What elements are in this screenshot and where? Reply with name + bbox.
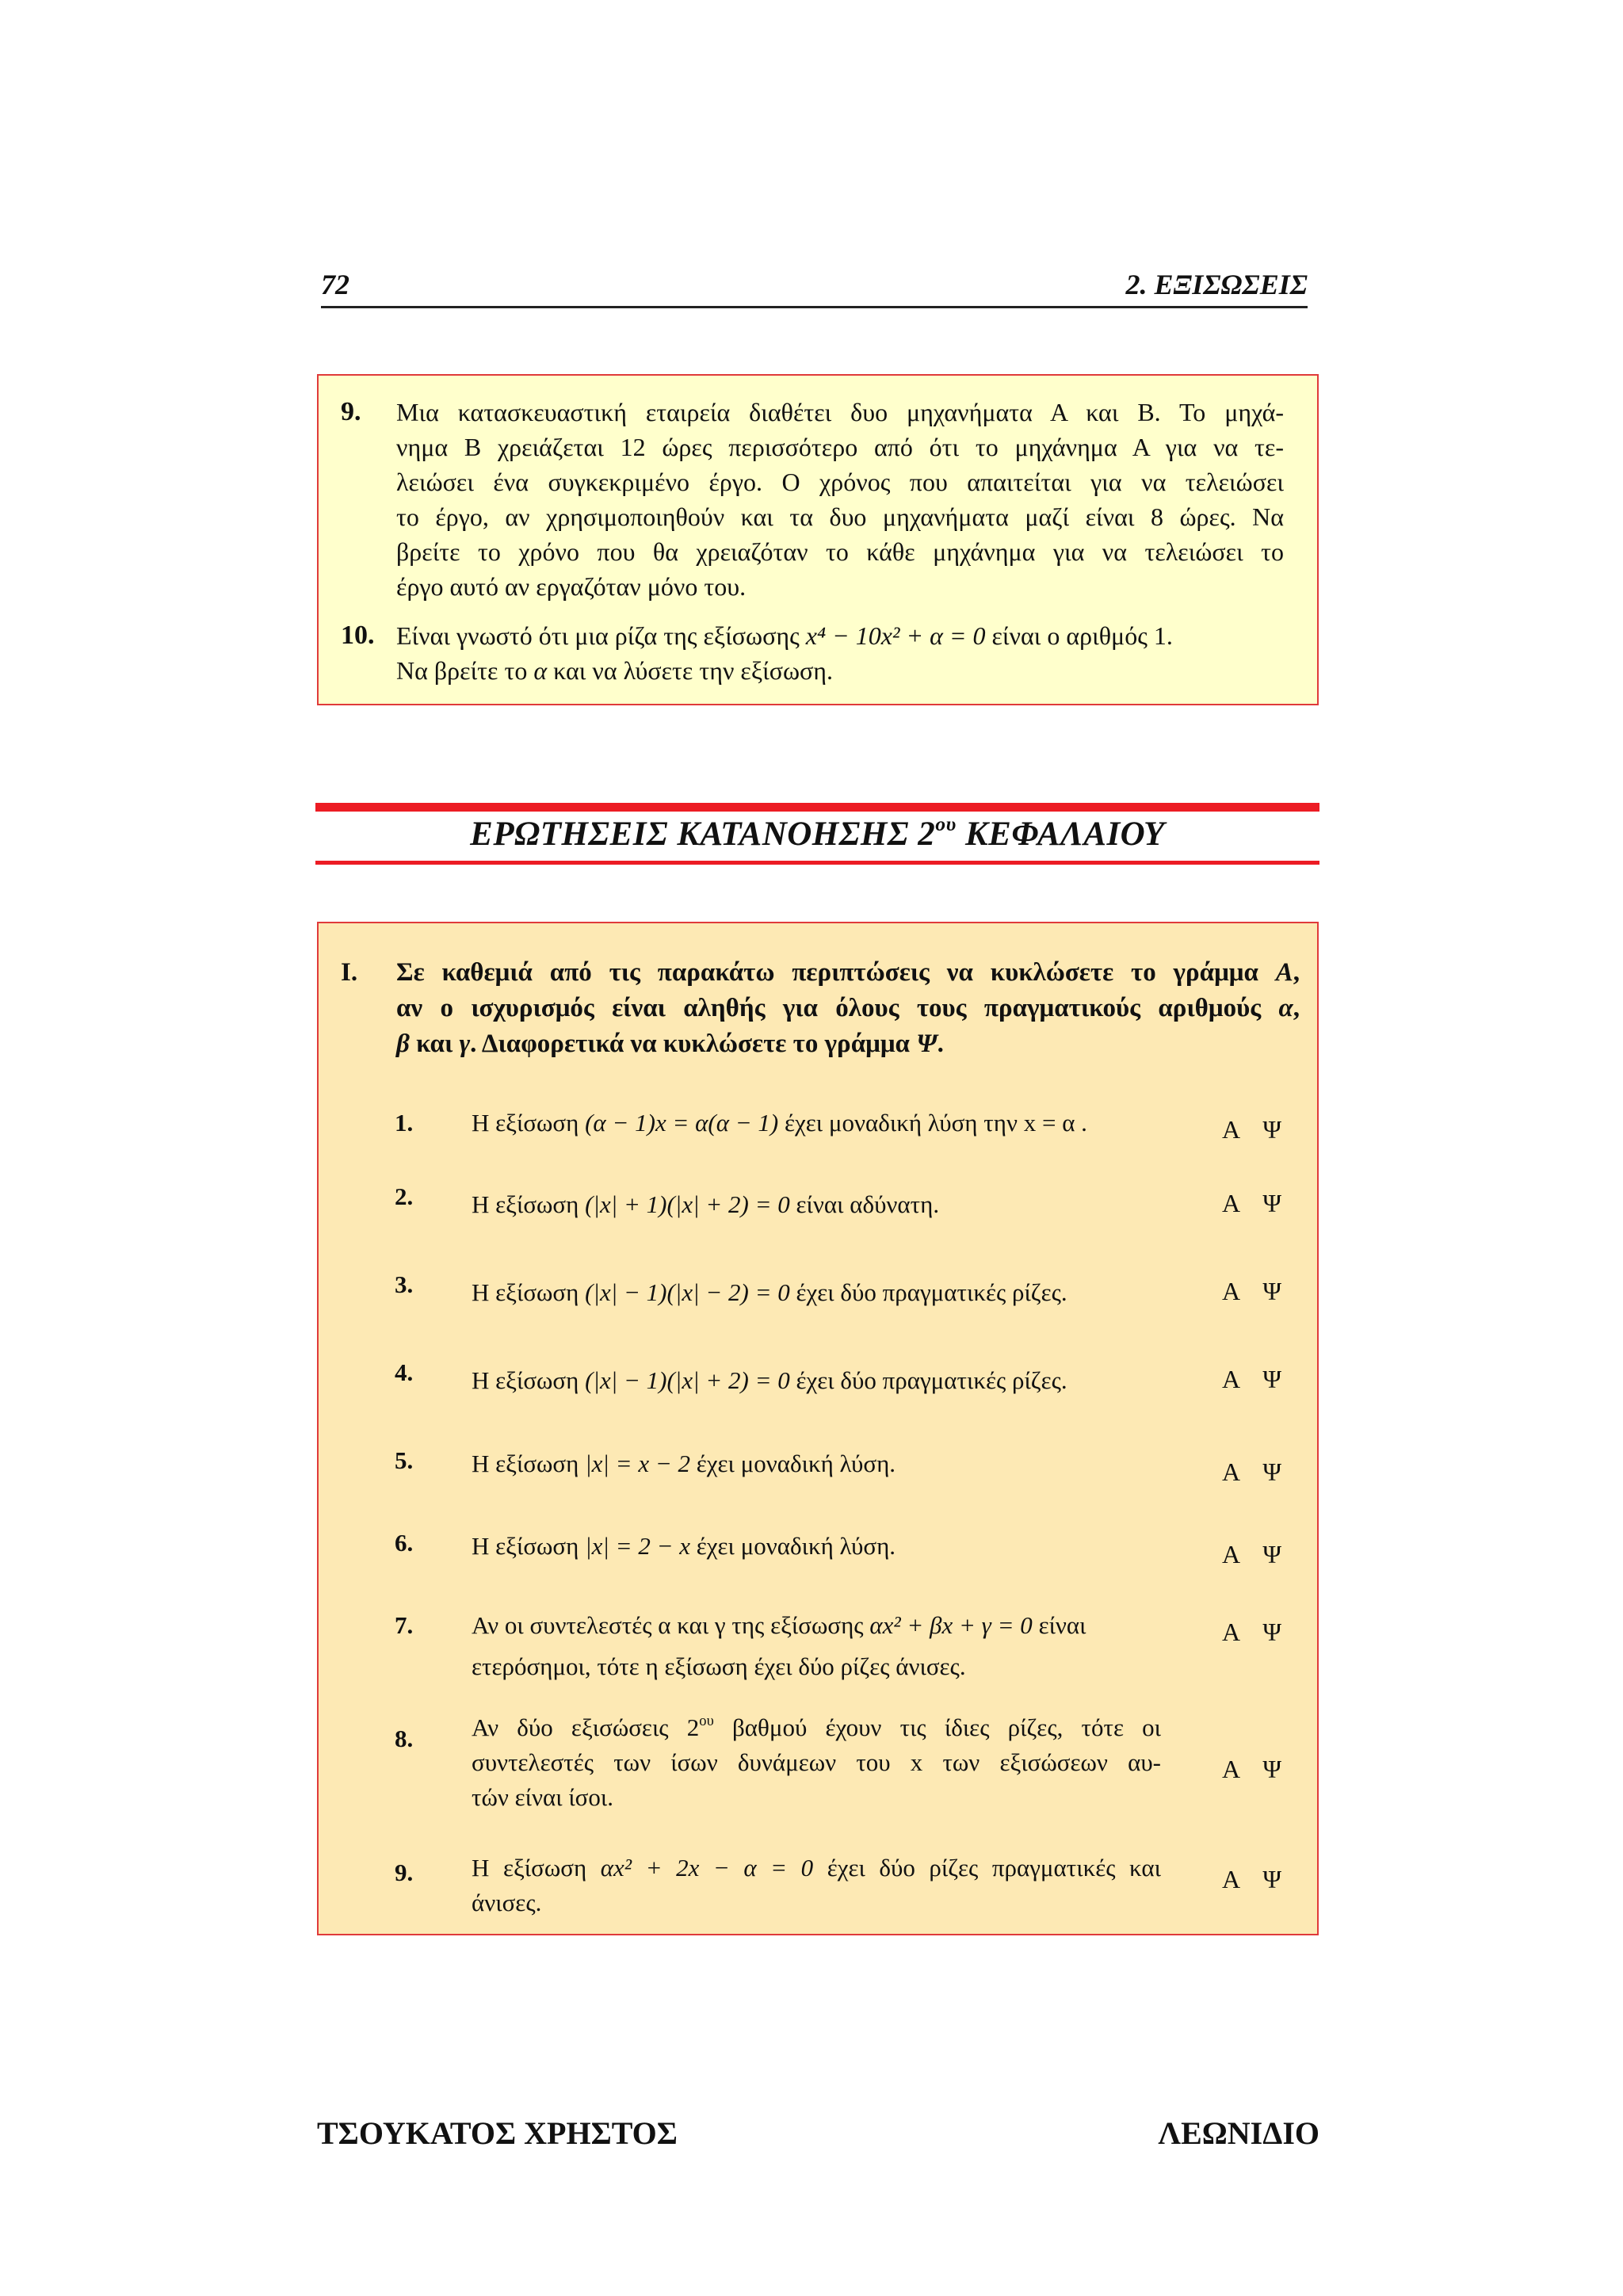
text-run: γ: [459, 1030, 471, 1058]
equation: |x| = 2 − x: [585, 1532, 691, 1560]
text-run: Η εξίσωση: [472, 1190, 586, 1218]
exercise-text: [396, 618, 1284, 688]
text-run: ΚΕΦΑΛΑΙΟΥ: [956, 816, 1165, 853]
text-run: αν ο ισχυρισμός είναι αληθής για όλους τους πραγματικούς αριθμούς: [396, 994, 1279, 1022]
item-number: 3.: [395, 1270, 414, 1298]
text-run: Σε καθεμιά από τις παρακάτω περιπτώσεις να κυκλώσετε το γράμμα: [396, 958, 1276, 987]
question-text: [396, 955, 1300, 1062]
exercises-box: [317, 374, 1319, 705]
item-line: [472, 1275, 1161, 1310]
exercise-number: 10.: [341, 621, 375, 650]
answer-choices[interactable]: Α Ψ: [1222, 1365, 1281, 1393]
superscript: ου: [699, 1712, 714, 1729]
item-number: 6.: [395, 1529, 414, 1557]
text-run: και: [409, 1030, 460, 1058]
answer-choices[interactable]: Α Ψ: [1222, 1618, 1281, 1646]
section-title: [315, 812, 1319, 854]
text-run: Αν δύο εξισώσεις 2: [472, 1713, 700, 1741]
question-line: [396, 955, 1300, 991]
questions-box: [317, 922, 1319, 1935]
footer-place: ΛΕΩΝΙΔΙΟ: [1158, 2115, 1319, 2151]
text-run: . Διαφορετικά να κυκλώσετε το γράμμα: [470, 1030, 917, 1058]
exercise-line: [396, 653, 1284, 688]
text-run: είναι ο αριθμός 1.: [985, 621, 1173, 650]
text-run: ,: [1293, 958, 1300, 987]
exercise-text: [396, 395, 1284, 604]
exercise-line: [396, 618, 1284, 653]
footer-author: ΤΣΟΥΚΑΤΟΣ ΧΡΗΣΤΟΣ: [317, 2115, 678, 2151]
item-text: [472, 1275, 1161, 1310]
item-text: [472, 1363, 1161, 1398]
equation: (|x| + 1)(|x| + 2) = 0: [585, 1190, 790, 1218]
item-line: [472, 1608, 1161, 1643]
text-run: Ψ: [916, 1030, 938, 1058]
text-run: ΕΡΩΤΗΣΕΙΣ ΚΑΤΑΝΟΗΣΗΣ 2: [470, 816, 936, 853]
item-line: [472, 1710, 1161, 1745]
math-variable: α: [533, 656, 548, 685]
question-line: [396, 991, 1300, 1026]
equation: x⁴ − 10x² + α = 0: [805, 621, 986, 650]
text-run: είναι: [1032, 1611, 1086, 1639]
equation: (α − 1)x = α(α − 1): [585, 1109, 779, 1137]
exercise-line: Μια κατασκευαστική εταιρεία διαθέτει δυο μηχανήματα Α και Β. Το μηχά-: [396, 398, 1284, 426]
item-number: 9.: [395, 1859, 414, 1886]
text-run: έχει δύο πραγματικές ρίζες.: [789, 1366, 1067, 1394]
item-text: [472, 1851, 1161, 1920]
page-number: 72: [321, 269, 349, 300]
item-number: 7.: [395, 1611, 414, 1639]
text-run: Αν οι συντελεστές α και γ της εξίσωσης: [472, 1611, 870, 1639]
exercise-number: 9.: [341, 397, 361, 426]
text-run: έχει μοναδική λύση.: [690, 1450, 896, 1477]
item-line: [472, 1446, 1161, 1481]
item-text: [472, 1187, 1161, 1222]
exercise-line: έργο αυτό αν εργαζόταν μόνο του.: [396, 572, 747, 601]
exercise-line: το έργο, αν χρησιμοποιηθούν και τα δυο μηχανήματα μαζί είναι 8 ώρες. Να: [396, 502, 1284, 531]
item-line: [472, 1187, 1161, 1222]
answer-choices[interactable]: Α Ψ: [1222, 1189, 1281, 1217]
text-run: Α: [1275, 958, 1293, 987]
item-line: συντελεστές των ίσων δυνάμεων του x των εξισώσεων αυ-: [472, 1748, 1161, 1776]
text-run: Η εξίσωση: [472, 1450, 586, 1477]
item-line: [472, 1851, 1161, 1885]
exercise-line: λειώσει ένα συγκεκριμένο έργο. Ο χρόνος που απαιτείται για να τελειώσει: [396, 468, 1284, 496]
text-run: έχει μοναδική λύση την x = α .: [778, 1109, 1087, 1137]
text-run: α: [1278, 994, 1293, 1022]
equation: αx² + 2x − α = 0: [600, 1854, 814, 1881]
text-run: Είναι γνωστό ότι μια ρίζα της εξίσωσης: [396, 621, 806, 650]
answer-choices[interactable]: Α Ψ: [1222, 1540, 1281, 1568]
equation: |x| = x − 2: [585, 1450, 691, 1477]
item-text: [472, 1608, 1161, 1684]
text-run: β: [396, 1030, 410, 1058]
item-text: [472, 1710, 1161, 1815]
text-run: Η εξίσωση: [472, 1532, 586, 1560]
item-line: τών είναι ίσοι.: [472, 1783, 613, 1811]
text-run: έχει δύο ρίζες πραγματικές και: [813, 1854, 1161, 1881]
running-header: [321, 268, 1308, 308]
answer-choices[interactable]: Α Ψ: [1222, 1755, 1281, 1783]
item-line: ετερόσημοι, τότε η εξίσωση έχει δύο ρίζες άνισες.: [472, 1652, 966, 1680]
text-run: Η εξίσωση: [472, 1278, 586, 1306]
question-number: Ι.: [341, 958, 358, 987]
question-line: [396, 1026, 1300, 1062]
equation: αx² + βx + γ = 0: [869, 1611, 1033, 1639]
exercise-line: βρείτε το χρόνο που θα χρειαζόταν το κάθε μηχάνημα για να τελειώσει το: [396, 537, 1284, 566]
item-number: 5.: [395, 1446, 414, 1474]
item-number: 8.: [395, 1725, 414, 1752]
item-text: [472, 1529, 1161, 1564]
item-number: 2.: [395, 1182, 414, 1210]
text-run: και να λύσετε την εξίσωση.: [547, 656, 834, 685]
item-text: [472, 1446, 1161, 1481]
text-run: .: [937, 1030, 944, 1058]
item-text: [472, 1106, 1161, 1140]
answer-choices[interactable]: Α Ψ: [1222, 1457, 1281, 1486]
item-number: 4.: [395, 1358, 414, 1386]
text-run: Η εξίσωση: [472, 1109, 586, 1137]
text-run: έχει μοναδική λύση.: [690, 1532, 896, 1560]
section-rule-top: [315, 803, 1319, 812]
exercise-line: νημα Β χρειάζεται 12 ώρες περισσότερο από ότι το μηχάνημα Α για να τε-: [396, 433, 1284, 461]
item-line: [472, 1363, 1161, 1398]
equation: (|x| − 1)(|x| + 2) = 0: [585, 1366, 790, 1394]
text-run: Η εξίσωση: [472, 1366, 586, 1394]
text-run: ,: [1293, 994, 1300, 1022]
item-line: [472, 1106, 1161, 1140]
text-run: είναι αδύνατη.: [789, 1190, 940, 1218]
equation: (|x| − 1)(|x| − 2) = 0: [585, 1278, 790, 1306]
text-run: βαθμού έχουν τις ίδιες ρίζες, τότε οι: [713, 1713, 1161, 1741]
answer-choices[interactable]: Α Ψ: [1222, 1115, 1281, 1144]
superscript: ου: [935, 812, 957, 835]
text-run: έχει δύο πραγματικές ρίζες.: [789, 1278, 1067, 1306]
answer-choices[interactable]: Α Ψ: [1222, 1865, 1281, 1893]
item-number: 1.: [395, 1109, 414, 1137]
text-run: Η εξίσωση: [472, 1854, 601, 1881]
item-line: άνισες.: [472, 1889, 542, 1916]
item-line: [472, 1529, 1161, 1564]
answer-choices[interactable]: Α Ψ: [1222, 1277, 1281, 1305]
section-rule-bottom: [315, 861, 1319, 865]
text-run: Να βρείτε το: [396, 656, 534, 685]
chapter-title: 2. ΕΞΙΣΩΣΕΙΣ: [1125, 269, 1308, 300]
